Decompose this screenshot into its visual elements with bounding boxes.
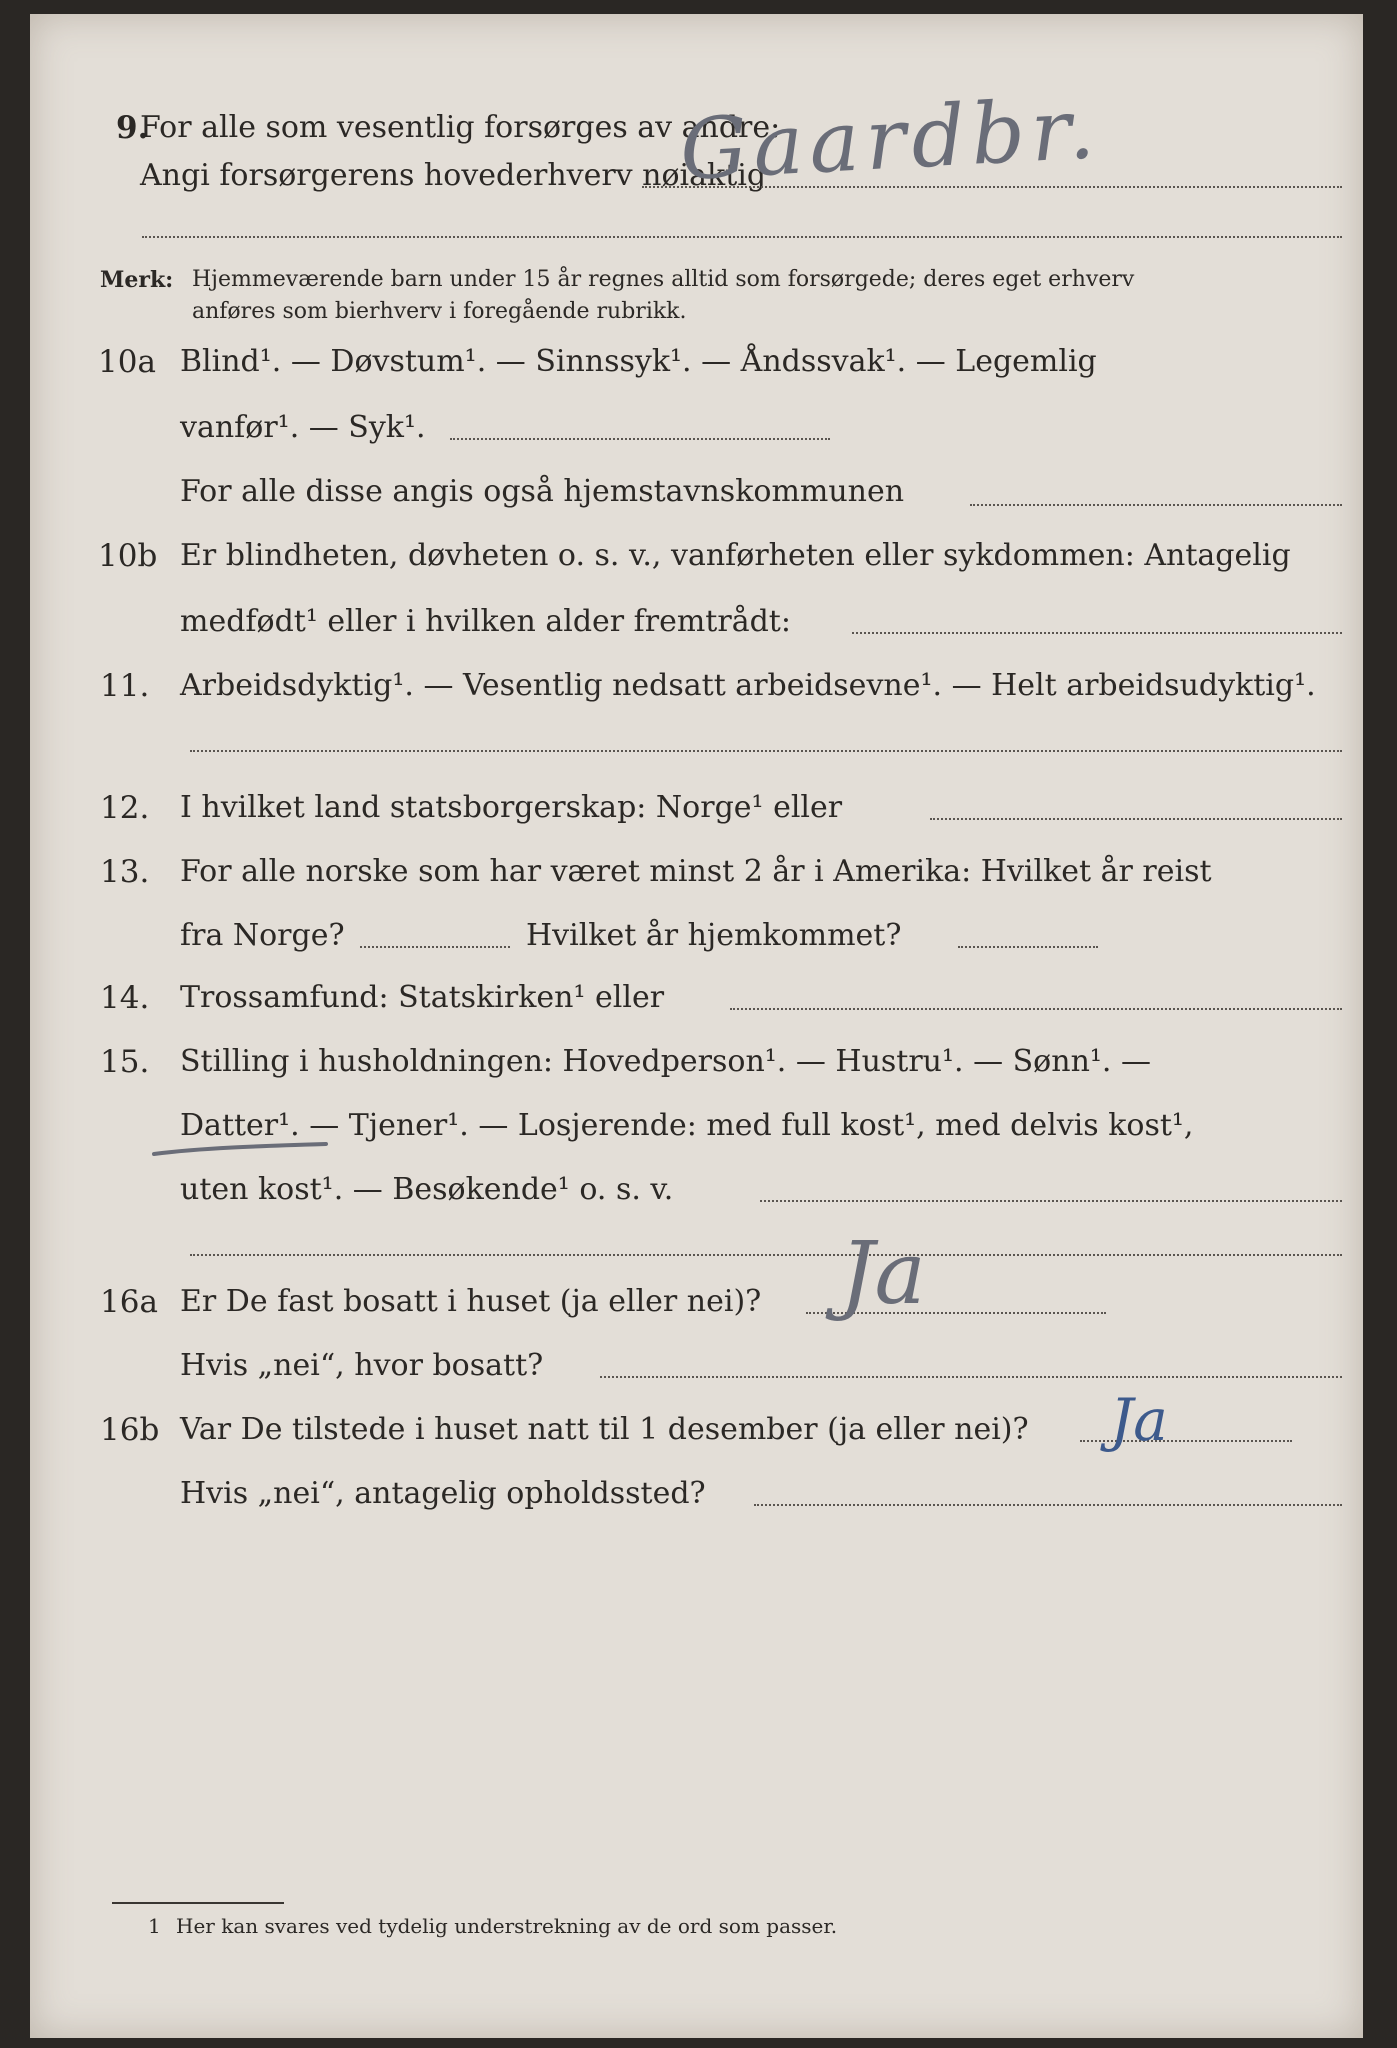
- q10a-number: 10a: [98, 344, 156, 380]
- q16b-opholdssted-line: [754, 1504, 1342, 1506]
- q16a-text-line1: Er De fast bosatt i huset (ja eller nei)?: [180, 1284, 762, 1319]
- q15-text-line1: Stilling i husholdningen: Hovedperson¹. — Hustru¹. — Sønn¹. —: [180, 1044, 1151, 1079]
- q14-text-line1: Trossamfund: Statskirken¹ eller: [180, 980, 665, 1015]
- q16a-number: 16a: [100, 1284, 158, 1320]
- q16a-text-line2: Hvis „nei“, hvor bosatt?: [180, 1348, 544, 1383]
- q10a-text-line2: vanfør¹. — Syk¹.: [180, 410, 426, 445]
- q12-number: 12.: [100, 790, 150, 826]
- datter-pencil-underline: [150, 1138, 330, 1162]
- q9-handwritten-answer: Gaardbr.: [677, 79, 1103, 199]
- q16b-text-line1: Var De tilstede i huset natt til 1 desember (ja eller nei)?: [180, 1412, 1029, 1447]
- q9-number: 9.: [116, 110, 149, 146]
- q16b-text-line2: Hvis „nei“, antagelig opholdssted?: [180, 1476, 706, 1511]
- q14-number: 14.: [100, 980, 150, 1016]
- q10b-text-line2: medfødt¹ eller i hvilken alder fremtrådt:: [180, 604, 791, 639]
- q10a-text-line1: Blind¹. — Døvstum¹. — Sinnssyk¹. — Åndssvak¹. — Legemlig: [180, 344, 1097, 379]
- q10a-text-line3: For alle disse angis også hjemstavnskommunen: [180, 474, 905, 509]
- merk-label: Merk:: [100, 267, 174, 293]
- q12-text-line1: I hvilket land statsborgerskap: Norge¹ eller: [180, 790, 843, 825]
- q13-hjemkommet-line: [958, 946, 1098, 948]
- q11-number: 11.: [100, 668, 150, 704]
- q13-reist-line: [360, 946, 510, 948]
- q10a-answer-line: [450, 438, 830, 440]
- q9-extra-line: [142, 236, 1342, 238]
- footnote-mark: 1: [148, 1914, 161, 1938]
- q9-text-line1: For alle som vesentlig forsørges av andre:: [140, 110, 781, 145]
- q13-text-line2a: fra Norge?: [180, 918, 345, 953]
- footnote-rule: [112, 1902, 284, 1904]
- q13-text-line1: For alle norske som har været minst 2 år i Amerika: Hvilket år reist: [180, 854, 1212, 889]
- q10b-text-line1: Er blindheten, døvheten o. s. v., vanførheten eller sykdommen: Antagelig: [180, 538, 1291, 573]
- q10b-number: 10b: [98, 538, 158, 574]
- census-form-page: [30, 14, 1363, 2038]
- q16a-handwritten-answer: Ja: [840, 1224, 926, 1324]
- q11-answer-line: [190, 750, 1342, 752]
- q15-text-line3: uten kost¹. — Besøkende¹ o. s. v.: [180, 1172, 674, 1207]
- q13-number: 13.: [100, 854, 150, 890]
- q15-extra-line: [190, 1254, 1342, 1256]
- footnote-text: Her kan svares ved tydelig understrekning av de ord som passer.: [176, 1914, 838, 1938]
- q12-answer-line: [930, 818, 1342, 820]
- q10a-hjemstavn-line: [970, 504, 1342, 506]
- q15-answer-line: [760, 1200, 1342, 1202]
- q15-text-line2: Datter¹. — Tjener¹. — Losjerende: med full kost¹, med delvis kost¹,: [180, 1108, 1194, 1143]
- q9-text-line2: Angi forsørgerens hovederhverv nøiaktig: [140, 158, 767, 193]
- q15-number: 15.: [100, 1044, 150, 1080]
- q10b-answer-line: [852, 632, 1342, 634]
- q13-text-line2b: Hvilket år hjemkommet?: [526, 918, 902, 953]
- q14-answer-line: [730, 1008, 1342, 1010]
- q16b-number: 16b: [100, 1412, 160, 1448]
- q11-text-line1: Arbeidsdyktig¹. — Vesentlig nedsatt arbeidsevne¹. — Helt arbeidsudyktig¹.: [180, 668, 1316, 703]
- q16a-bosatt-line: [600, 1376, 1342, 1378]
- merk-text-line1: Hjemmeværende barn under 15 år regnes alltid som forsørgede; deres eget erhverv: [192, 267, 1135, 292]
- merk-text-line2: anføres som bierhverv i foregående rubrikk.: [192, 299, 687, 324]
- q16b-handwritten-answer: Ja: [1110, 1386, 1168, 1454]
